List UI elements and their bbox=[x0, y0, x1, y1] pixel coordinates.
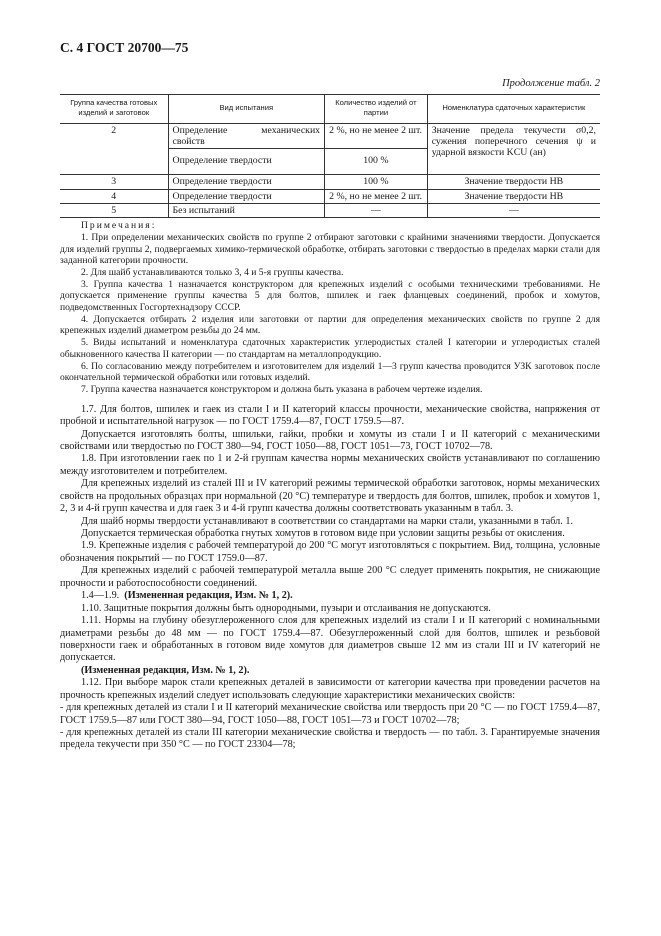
table-row bbox=[60, 123, 600, 149]
cell-quantity: — bbox=[325, 203, 428, 217]
table-row bbox=[60, 189, 600, 203]
paragraph: Для крепежных изделий с рабочей температурой металла выше 200 °С следует применять покрытия, не снижающие прочности и работоспособности соединений. bbox=[60, 565, 600, 589]
page-header: С. 4 ГОСТ 20700—75 bbox=[60, 40, 189, 55]
table-row bbox=[60, 175, 600, 189]
paragraph-1-7: 1.7. Для болтов, шпилек и гаек из стали I и II категорий классы прочности, механические свойства, напряжения от пробной и испытательной нагрузок — по ГОСТ 1759.4—87, ГОСТ 1759.5—87. bbox=[60, 403, 600, 428]
cell-characteristics: Значение твердости НВ bbox=[427, 189, 600, 203]
note-item: 6. По согласованию между потребителем и изготовителем для изделий 1—3 групп качества проводится УЗК заготовок после окончательной термической обработки или готовых изделий. bbox=[60, 360, 600, 384]
cell-group: 3 bbox=[60, 175, 168, 189]
column-header-group: Группа качества готовых изделий и заготовок bbox=[60, 95, 168, 124]
cell-test: Определение механических свойств bbox=[168, 123, 325, 149]
note-item: 5. Виды испытаний и номенклатура сдаточных характеристик углеродистых сталей I категории и углеродистых сталей обыкновенного качества II категории — по стандартам на металлопродукцию. bbox=[60, 337, 600, 360]
paragraph: Допускается термическая обработка гнутых хомутов в готовом виде при условии защиты резьбы от окисления. bbox=[81, 528, 565, 540]
note-item: 2. Для шайб устанавливаются только 3, 4 и 5-я группы качества. bbox=[81, 266, 344, 278]
cell-test: Определение твердости bbox=[168, 175, 325, 189]
table-row bbox=[60, 203, 600, 217]
list-item: - для крепежных деталей из стали I и II категорий механические свойства или твердость при 20 °С — по ГОСТ 1759.4—87, ГОСТ 1759.5—87 или ГОСТ 380—94, ГОСТ 1050—88, ГОСТ 1051—73 и ГОСТ 10702—78; bbox=[60, 702, 600, 726]
cell-characteristics: Значение предела текучести σ0,2, сужения поперечного сечения ψ и ударной вязкости KCU (aн) bbox=[427, 123, 600, 175]
cell-characteristics: Значение твердости НВ bbox=[427, 175, 600, 189]
document-page bbox=[60, 40, 600, 752]
paragraph-1-10: 1.10. Защитные покрытия должны быть однородными, пузыри и отслаивания не допускаются. bbox=[81, 602, 491, 614]
paragraph: Для крепежных изделий из сталей III и IV категорий режимы термической обработки заготовок, нормы механических свойств на продольных образцах при нормальной (20 °С) температуре и твердость для болтов, шпилек, пробок и хомутов 1, 2, 3 и 4-й групп качества и для гаек 3 и 4-й групп качества должны соответствовать указанным в табл. 3. bbox=[60, 478, 600, 515]
notes-heading: Примечания: bbox=[81, 220, 157, 232]
note-item: 7. Группа качества назначается конструктором и должна быть указана в рабочем чертеже изделия. bbox=[81, 383, 483, 395]
revision-label: (Измененная редакция, Изм. № 1, 2). bbox=[81, 664, 250, 676]
column-header-test: Вид испытания bbox=[168, 95, 325, 124]
list-item: - для крепежных деталей из стали III категории механические свойства и твердость — по табл. 3. Гарантируемые значения предела текучести при 350 °С — по ГОСТ 23304—78; bbox=[60, 727, 600, 751]
revision-range: 1.4—1.9. bbox=[81, 590, 120, 602]
table-notes bbox=[60, 220, 600, 396]
cell-test: Определение твердости bbox=[168, 189, 325, 203]
paragraph-1-8: 1.8. При изготовлении гаек по 1 и 2-й группам качества нормы механических свойств устанавливают по соглашению между изготовителем и потребителем. bbox=[60, 453, 600, 477]
paragraph: Для шайб нормы твердости устанавливают в соответствии со стандартами на марки стали, указанными в табл. 1. bbox=[81, 515, 573, 527]
cell-group bbox=[60, 149, 168, 175]
quality-groups-table bbox=[60, 94, 600, 218]
paragraph-1-12: 1.12. При выборе марок стали крепежных деталей в зависимости от категории качества при проведении расчетов на прочность крепежных изделий следует использовать следующие характеристики механических свойств: bbox=[60, 677, 600, 701]
cell-quantity: 2 %, но не менее 2 шт. bbox=[325, 123, 428, 149]
cell-group: 5 bbox=[60, 203, 168, 217]
cell-test: Определение твердости bbox=[168, 149, 325, 175]
cell-group: 2 bbox=[111, 124, 117, 136]
cell-group: 4 bbox=[60, 189, 168, 203]
cell-quantity: 100 % bbox=[325, 175, 428, 189]
revision-note bbox=[60, 590, 600, 602]
table-header-row bbox=[60, 95, 600, 124]
document-body bbox=[60, 404, 600, 752]
note-item: 3. Группа качества 1 назначается конструктором для крепежных изделий с особыми техническими требованиями. Не допускается применение группы качества 5 для болтов, шпилек и гаек фланцевых соединений, пробок и хомутов, подведомственных Госгортехнадзору СССР. bbox=[60, 278, 600, 314]
column-header-characteristics: Номенклатура сдаточных характеристик bbox=[427, 95, 600, 124]
cell-characteristics: — bbox=[427, 203, 600, 217]
cell-test: Без испытаний bbox=[168, 203, 325, 217]
table-continuation-label: Продолжение табл. 2 bbox=[502, 78, 600, 89]
cell-quantity: 100 % bbox=[325, 149, 428, 175]
column-header-quantity: Количество изделий от партии bbox=[325, 95, 428, 124]
cell-quantity: 2 %, но не менее 2 шт. bbox=[325, 189, 428, 203]
revision-label: (Измененная редакция, Изм. № 1, 2). bbox=[124, 590, 293, 602]
paragraph: Допускается изготовлять болты, шпильки, гайки, пробки и хомуты из стали I и II категорий с механическими свойствами или твердостью по ГОСТ 380—94, ГОСТ 1050—88, ГОСТ 1051—73, ГОСТ 10702—78. bbox=[60, 428, 600, 452]
paragraph-1-9: 1.9. Крепежные изделия с рабочей температурой до 200 °С могут изготовляться с покрытием. Вид, толщина, условные обозначения покрытий — по ГОСТ 1759.0—87. bbox=[60, 540, 600, 564]
note-item: 4. Допускается отбирать 2 изделия или заготовки от партии для определения механических свойств по группе 2 для крепежных изделий диаметром резьбы до 24 мм. bbox=[60, 313, 600, 337]
paragraph-1-11: 1.11. Нормы на глубину обезуглероженного слоя для крепежных изделий из стали I и II категорий с номинальными диаметрами резьбы до 48 мм — по ГОСТ 1759.4—87. Обезуглероженный слой для болтов, шпилек и резьбовой поверхности гаек и обработанных в готовом виде хомутов для диаметров свыше 12 мм из стали III и IV категорий не допускается. bbox=[60, 615, 600, 664]
note-item: 1. При определении механических свойств по группе 2 отбирают заготовки с крайними значениями твердости. Допускается для изделий группы 2, подвергаемых химико-термической обработке, отбирать заготовки с твердостью в пределах марки стали для заданной категории прочности. bbox=[60, 231, 600, 267]
